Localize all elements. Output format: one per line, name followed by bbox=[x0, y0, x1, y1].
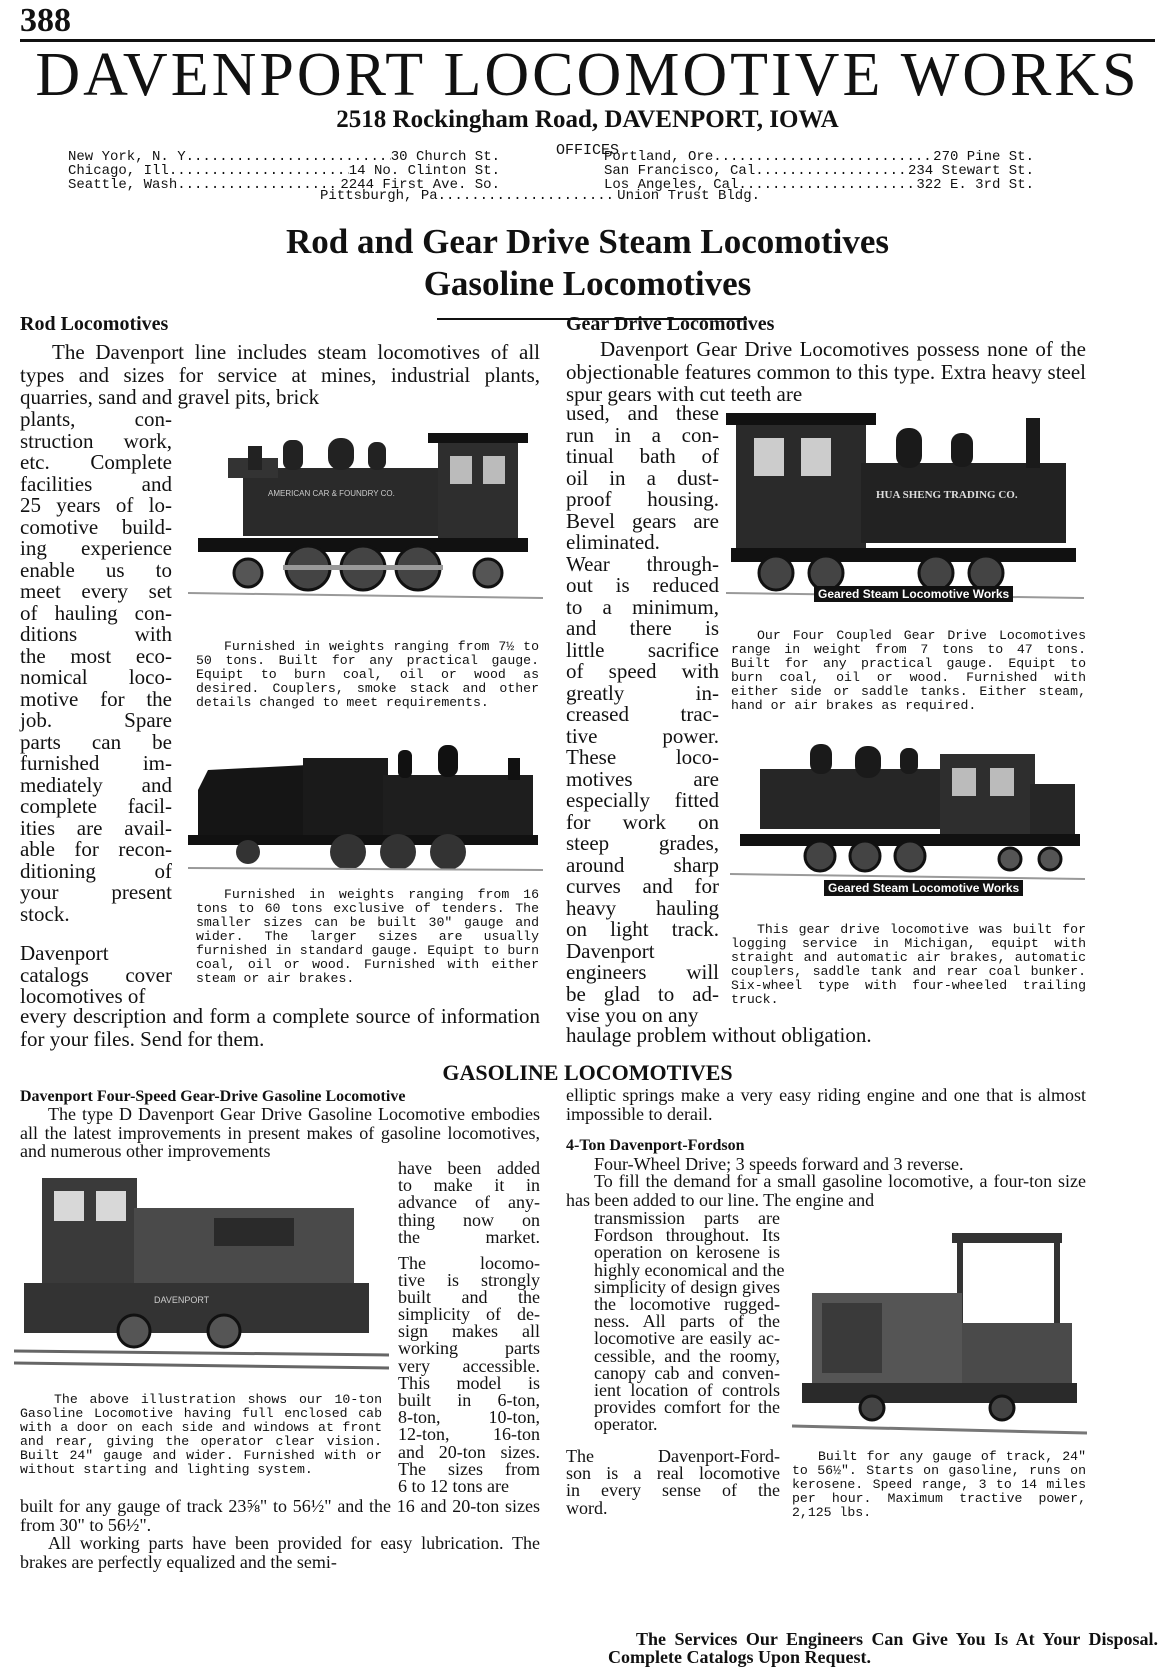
text-line: especially fitted bbox=[566, 788, 719, 812]
text-line: heavy hauling bbox=[566, 895, 719, 920]
office-entry: Chicago, Ill. ..... 14 No. Clinton St. bbox=[68, 164, 500, 178]
fordson-heading: 4-Ton Davenport-Fordson bbox=[566, 1137, 745, 1154]
tank-lettering: AMERICAN CAR & FOUNDRY CO. bbox=[268, 489, 395, 498]
offices-left bbox=[68, 150, 500, 192]
text-line: and 20-ton sizes. bbox=[398, 1441, 540, 1462]
text-line: proof housing. bbox=[566, 487, 719, 511]
rod-caption-2: Furnished in weights ranging from 16 tons to 60 tons exclusive of tenders. The smaller sizes can be built 30" gauge and wider. The larger sizes are usually furnished in standard gauge. Equipt to burn coal, oil or wood. Furnished with either steam or air brakes. bbox=[196, 887, 539, 986]
text-line: the market. bbox=[398, 1226, 540, 1247]
gasoline-left-caption: The above illustration shows our 10-ton Gasoline Locomotive having full enclosed cab with a door on each side and windows at front and rear, giving the operator clear vision. Built 24" gauge and wider. Furnished with or without starting and lighting system. bbox=[20, 1392, 382, 1477]
text-line: simplicity of design gives bbox=[594, 1276, 780, 1297]
office-entry: Portland, Ore. ..... 270 Pine St. bbox=[604, 150, 1034, 164]
tank-lettering: HUA SHENG TRADING CO. bbox=[876, 489, 1018, 501]
text-line: nomical loco- bbox=[20, 665, 172, 689]
text-line: This model is bbox=[398, 1372, 540, 1393]
text-line: 12-ton, 16-ton bbox=[398, 1424, 540, 1445]
text-line: around sharp bbox=[566, 852, 719, 877]
text-line: ditioning of bbox=[20, 858, 172, 883]
fordson-subheading: Four-Wheel Drive; 3 speeds forward and 3 reverse. bbox=[594, 1154, 964, 1174]
gear-closing: haulage problem without obligation. bbox=[566, 1023, 872, 1047]
text-line: run in a con- bbox=[566, 422, 719, 447]
fordson-column-text bbox=[594, 1208, 785, 1435]
text-line: the locomotive rugged- bbox=[594, 1293, 780, 1314]
text-line: cessible, and the roomy, bbox=[594, 1345, 780, 1366]
gasoline-left-intro: The type D Davenport Gear Drive Gasoline Locomotive embodies all the latest improvements in present makes of gasoline locomotives, and numerous other improvements bbox=[20, 1104, 540, 1161]
loco-name-plate: DAVENPORT bbox=[154, 1295, 210, 1305]
text-line: plants, con- bbox=[20, 407, 172, 431]
gear-column-text bbox=[566, 402, 719, 1026]
office-entry: Seattle, Wash. ..... 2244 First Ave. So. bbox=[68, 178, 500, 192]
text-line: 8-ton, 10-ton, bbox=[398, 1407, 540, 1428]
text-line: creased trac- bbox=[566, 702, 719, 726]
text-line: to make it in bbox=[398, 1175, 540, 1196]
text-line: The locomo- bbox=[398, 1252, 540, 1273]
offices-label: OFFICES bbox=[555, 142, 619, 159]
text-line: ing experience bbox=[20, 536, 172, 560]
text-line: word. bbox=[566, 1497, 608, 1518]
page-number: 388 bbox=[20, 2, 71, 39]
page-title: DAVENPORT LOCOMOTIVE WORKS bbox=[35, 41, 1140, 109]
text-line: ient location of controls bbox=[594, 1379, 780, 1400]
rod-locomotive-photo bbox=[188, 418, 543, 640]
text-line: able for recon- bbox=[20, 837, 172, 861]
text-line: facilities and bbox=[20, 471, 172, 496]
watermark: Geared Steam Locomotive Works bbox=[814, 586, 1013, 602]
gasoline-left-column-text bbox=[398, 1159, 540, 1494]
text-line: sign makes all bbox=[398, 1321, 540, 1342]
text-line: complete facil- bbox=[20, 794, 172, 818]
text-line: furnished im- bbox=[20, 751, 172, 775]
text-line: Bevel gears are bbox=[566, 508, 719, 533]
text-line: job. Spare bbox=[20, 708, 172, 732]
text-line: locomotives of bbox=[20, 984, 146, 1008]
text-line: Wear through- bbox=[566, 551, 719, 576]
text-line: engineers will bbox=[566, 960, 719, 984]
rod-closing: every description and form a complete source of information for your files. Send for them. bbox=[20, 1004, 540, 1051]
text-line: working parts bbox=[398, 1338, 540, 1359]
text-line: have been added bbox=[398, 1158, 540, 1178]
text-line: provides comfort for the bbox=[594, 1397, 780, 1418]
text-line: tive is strongly bbox=[398, 1269, 540, 1290]
office-entry: New York, N. Y. ..... 30 Church St. bbox=[68, 150, 500, 164]
text-line: tinual bath of bbox=[566, 444, 719, 468]
text-line: motive for the bbox=[20, 686, 172, 711]
gear-caption-1: Our Four Coupled Gear Drive Locomotives range in weight from 7 tons to 47 tons. Built for any practical gauge. Equipt to burn coal, oil or wood. Furnished with either side or saddle tanks. Either steam, hand or air brakes as required. bbox=[731, 628, 1086, 713]
text-line: The sizes from bbox=[398, 1458, 540, 1479]
text-line: simplicity of de- bbox=[398, 1304, 540, 1325]
gasoline-left-closing-2: All working parts have been provided for easy lubrication. The brakes are perfectly equalized and the semi- bbox=[20, 1533, 540, 1572]
text-line: mediately and bbox=[20, 772, 172, 797]
rod-column-text-2 bbox=[20, 942, 172, 1007]
rod-caption-1: Furnished in weights ranging from 7½ to 50 tons. Built for any practical gauge. Equipt to burn coal, oil or wood as desired. Couplers, smoke stack and other details changed to meet requirements. bbox=[196, 639, 539, 710]
rod-heading: Rod Locomotives bbox=[20, 313, 169, 335]
text-line: operator. bbox=[594, 1414, 658, 1435]
text-line: canopy cab and conven- bbox=[594, 1362, 780, 1383]
office-entry: San Francisco, Cal. ..... 234 Stewart St. bbox=[604, 164, 1034, 178]
text-line: oil in a dust- bbox=[566, 465, 719, 490]
office-entry: Los Angeles, Cal. ..... 322 E. 3rd St. bbox=[604, 178, 1034, 192]
text-line: These loco- bbox=[566, 745, 719, 769]
text-line: built and the bbox=[398, 1286, 540, 1307]
logging-locomotive-photo bbox=[730, 734, 1085, 894]
text-line: etc. Complete bbox=[20, 450, 172, 474]
text-line: The Davenport-Ford- bbox=[566, 1446, 780, 1466]
gasoline-locomotive-photo bbox=[14, 1163, 389, 1393]
text-line: meet every set bbox=[20, 579, 172, 603]
gear-caption-2: This gear drive locomotive was built for logging service in Michigan, equipt with straight and automatic air brakes, automatic couplers, saddle tank and rear coal bunker. Six-wheel type with four-wheeled trailing truck. bbox=[731, 922, 1086, 1007]
fordson-caption: Built for any gauge of track, 24" to 56½". Starts on gasoline, runs on kerosene. Speed range, 3 to 14 miles per hour. Maximum tractive power, 2,125 lbs. bbox=[792, 1449, 1086, 1520]
rod-intro: The Davenport line includes steam locomotives of all types and sizes for service at mines, industrial plants, quarries, sand and gravel pits, brick bbox=[20, 340, 540, 409]
text-line: thing now on bbox=[398, 1209, 540, 1230]
text-line: be glad to ad- bbox=[566, 981, 719, 1006]
text-line: transmission parts are bbox=[594, 1208, 780, 1228]
text-line: built in 6-ton, bbox=[398, 1390, 540, 1411]
text-line: ness. All parts of the bbox=[594, 1311, 780, 1332]
text-line: the most eco- bbox=[20, 643, 172, 668]
text-line: and there is bbox=[566, 616, 719, 640]
text-line: on light track. bbox=[566, 917, 719, 941]
text-line: operation on kerosene is bbox=[594, 1242, 780, 1263]
text-line: motives are bbox=[566, 766, 719, 791]
text-line: ditions with bbox=[20, 622, 172, 646]
text-line: highly economical and the bbox=[594, 1259, 785, 1280]
gasoline-left-heading: Davenport Four-Speed Gear-Drive Gasoline Locomotive bbox=[20, 1088, 406, 1105]
text-line: stock. bbox=[20, 901, 70, 926]
text-line: advance of any- bbox=[398, 1192, 540, 1213]
offices-right bbox=[604, 150, 1034, 192]
watermark: Geared Steam Locomotive Works bbox=[824, 880, 1023, 896]
text-line: enable us to bbox=[20, 557, 172, 582]
rod-column-text bbox=[20, 408, 172, 924]
gasoline-left-closing: built for any gauge of track 23⅝" to 56½" and the 16 and 20-ton sizes from 30" to 56½". bbox=[20, 1496, 540, 1535]
text-line: Davenport bbox=[20, 941, 109, 965]
text-line: curves and for bbox=[566, 874, 719, 898]
gasoline-heading: GASOLINE LOCOMOTIVES bbox=[442, 1060, 733, 1085]
text-line: Fordson throughout. Its bbox=[594, 1225, 780, 1246]
company-address: 2518 Rockingham Road, DAVENPORT, IOWA bbox=[336, 106, 839, 133]
text-line: of speed with bbox=[566, 659, 719, 683]
text-line: struction work, bbox=[20, 428, 172, 453]
text-line: used, and these bbox=[566, 401, 719, 425]
footer-note: The Services Our Engineers Can Give You Is At Your Disposal. Complete Catalogs Upon Request. bbox=[608, 1629, 1158, 1667]
office-center bbox=[320, 189, 760, 203]
fordson-column-text-2 bbox=[566, 1447, 780, 1516]
gear-heading: Gear Drive Locomotives bbox=[566, 313, 775, 335]
text-line: vise you on any bbox=[566, 1003, 699, 1027]
text-line: ities are avail- bbox=[20, 815, 172, 840]
office-entry: Pittsburgh, Pa. ..... Union Trust Bldg. bbox=[320, 189, 760, 203]
gear-intro: Davenport Gear Drive Locomotives possess none of the objectionable features common to this type. Extra heavy steel spur gears with cut teeth are bbox=[566, 337, 1086, 406]
text-line: out is reduced bbox=[566, 573, 719, 597]
text-line: comotive build- bbox=[20, 514, 172, 539]
text-line: tive power. bbox=[566, 723, 719, 748]
fordson-locomotive-photo bbox=[792, 1228, 1087, 1450]
text-line: catalogs cover bbox=[20, 962, 172, 987]
text-line: greatly in- bbox=[566, 680, 719, 705]
text-line: in every sense of the bbox=[566, 1480, 780, 1501]
text-line: parts can be bbox=[20, 729, 172, 754]
text-line: locomotive are easily ac- bbox=[594, 1328, 780, 1349]
text-line: 6 to 12 tons are bbox=[398, 1475, 509, 1496]
text-line: steep grades, bbox=[566, 831, 719, 855]
main-subheading: Gasoline Locomotives bbox=[423, 264, 752, 303]
text-line: to a minimum, bbox=[566, 594, 719, 619]
rod-locomotive-tender-photo bbox=[188, 730, 543, 880]
fordson-intro: To fill the demand for a small gasoline locomotive, a four-ton size has been added to our line. The engine and bbox=[566, 1171, 1086, 1210]
text-line: for work on bbox=[566, 809, 719, 834]
text-line: eliminated. bbox=[566, 530, 660, 554]
gasoline-right-continuation: elliptic springs make a very easy riding engine and one that is almost impossible to derail. bbox=[566, 1085, 1086, 1124]
text-line: little sacrifice bbox=[566, 637, 719, 662]
text-line: your present bbox=[20, 880, 172, 904]
text-line: 25 years of lo- bbox=[20, 493, 172, 517]
text-line: very accessible. bbox=[398, 1355, 540, 1376]
text-line: Davenport bbox=[566, 938, 655, 963]
text-line: of hauling con- bbox=[20, 600, 172, 625]
main-heading: Rod and Gear Drive Steam Locomotives bbox=[285, 222, 890, 261]
text-line: son is a real locomotive bbox=[566, 1463, 780, 1484]
